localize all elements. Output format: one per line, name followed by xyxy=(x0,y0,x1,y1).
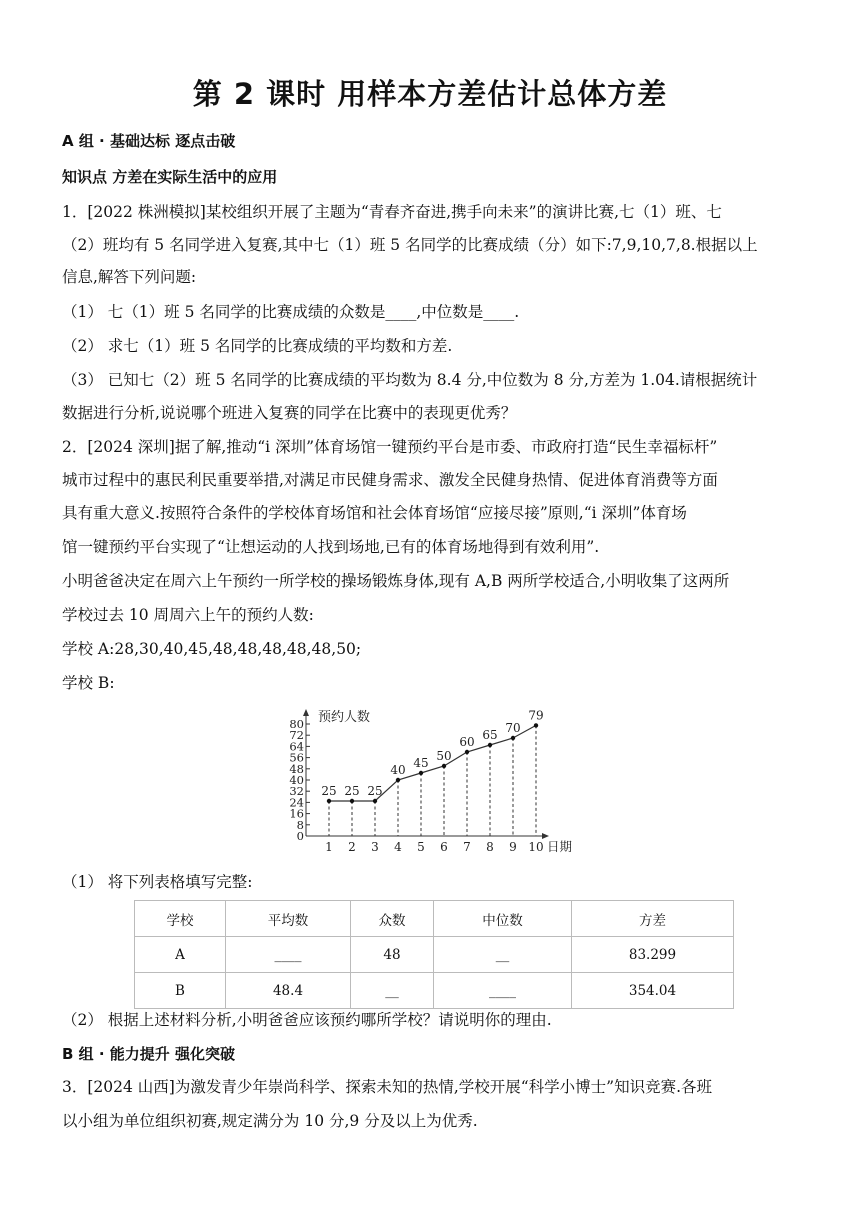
data-point xyxy=(396,778,400,782)
q1-line-1: 1．[2022 株洲模拟]某校组织开展了主题为“青春齐奋进,携手向未来”的演讲比赛,七（1）班、七 xyxy=(62,203,722,221)
data-point xyxy=(419,771,423,775)
data-label: 25 xyxy=(321,784,337,798)
q2-line-1: 2．[2024 深圳]据了解,推动“i 深圳”体育场馆一键预约平台是市委、市政府打造“民生幸福标杆” xyxy=(62,438,718,456)
page-title: 第 2 课时 用样本方差估计总体方差 xyxy=(192,77,668,111)
table-header-row xyxy=(135,901,734,937)
table-cell: ____ xyxy=(434,973,572,1009)
q1-part-2: （2） 求七（1）班 5 名同学的比赛成绩的平均数和方差. xyxy=(62,337,453,355)
q1-line-3: 信息,解答下列问题: xyxy=(62,268,197,286)
data-label: 65 xyxy=(482,728,498,742)
x-tick-label: 1 xyxy=(325,840,333,854)
data-label: 25 xyxy=(367,784,383,798)
y-tick-label: 32 xyxy=(289,784,304,799)
table-cell: __ xyxy=(434,937,572,973)
q2-line-5: 小明爸爸决定在周六上午预约一所学校的操场锻炼身体,现有 A,B 两所学校适合,小明收集了这两所 xyxy=(62,572,730,590)
table-row xyxy=(135,937,734,973)
table-cell: 48.4 xyxy=(226,973,351,1009)
x-tick-label: 8 xyxy=(486,840,494,854)
x-axis-label: 日期 xyxy=(547,839,573,854)
x-tick-label: 6 xyxy=(440,840,448,854)
y-tick-label: 72 xyxy=(289,728,304,743)
y-tick-label: 8 xyxy=(296,817,304,832)
data-point xyxy=(511,736,515,740)
y-tick-label: 24 xyxy=(289,795,304,810)
knowledge-point-heading: 知识点 方差在实际生活中的应用 xyxy=(62,168,278,186)
x-tick-label: 4 xyxy=(394,840,402,854)
q1-part-3-line-1: （3） 已知七（2）班 5 名同学的比赛成绩的平均数为 8.4 分,中位数为 8 分,方差为 1.04.请根据统计 xyxy=(62,371,758,389)
school-a-data: 学校 A:28,30,40,45,48,48,48,48,48,50; xyxy=(62,640,362,658)
q2-line-3: 具有重大意义.按照符合条件的学校体育场馆和社会体育场馆“应接尽接”原则,“i 深圳”体育场 xyxy=(62,504,687,522)
table-cell: B xyxy=(135,973,226,1009)
data-label: 60 xyxy=(459,735,475,749)
table-cell: __ xyxy=(351,973,434,1009)
data-label: 70 xyxy=(505,721,521,735)
y-tick-label: 64 xyxy=(289,739,304,754)
q1-line-2: （2）班均有 5 名同学进入复赛,其中七（1）班 5 名同学的比赛成绩（分）如下:7,9,10,7,8.根据以上 xyxy=(62,236,758,254)
q2-line-6: 学校过去 10 周周六上午的预约人数: xyxy=(62,606,314,624)
q2-part-2: （2） 根据上述材料分析,小明爸爸应该预约哪所学校？请说明你的理由. xyxy=(62,1011,552,1029)
school-b-label: 学校 B: xyxy=(62,674,115,692)
table-header-cell: 众数 xyxy=(351,901,434,937)
table-row xyxy=(135,973,734,1009)
section-a-heading: A 组 · 基础达标 逐点击破 xyxy=(62,132,236,150)
table-cell: 83.299 xyxy=(572,937,734,973)
data-label: 79 xyxy=(528,708,544,723)
y-tick-label: 48 xyxy=(289,761,304,776)
school-b-line-chart xyxy=(280,703,590,861)
data-point xyxy=(465,750,469,754)
series-line xyxy=(329,725,536,801)
y-tick-label: 80 xyxy=(289,717,304,731)
table-header-cell: 中位数 xyxy=(434,901,572,937)
data-point xyxy=(373,799,377,803)
data-point xyxy=(488,743,492,747)
q2-line-4: 馆一键预约平台实现了“让想运动的人找到场地,已有的体育场地得到有效利用”. xyxy=(62,538,600,556)
y-tick-label: 16 xyxy=(289,806,304,821)
table-header-cell: 学校 xyxy=(135,901,226,937)
x-tick-label: 7 xyxy=(463,840,471,854)
data-label: 50 xyxy=(436,749,452,763)
data-label: 45 xyxy=(413,756,429,770)
section-b-heading: B 组 · 能力提升 强化突破 xyxy=(62,1045,236,1063)
statistics-table xyxy=(134,900,734,1009)
table-cell: 48 xyxy=(351,937,434,973)
y-tick-label: 40 xyxy=(289,773,304,787)
x-tick-label: 2 xyxy=(348,840,356,854)
q1-part-1: （1） 七（1）班 5 名同学的比赛成绩的众数是____,中位数是____. xyxy=(62,303,520,321)
q1-part-3-line-2: 数据进行分析,说说哪个班进入复赛的同学在比赛中的表现更优秀？ xyxy=(62,404,517,422)
q2-part-1: （1） 将下列表格填写完整: xyxy=(62,873,253,891)
table-header-cell: 平均数 xyxy=(226,901,351,937)
y-tick-label: 56 xyxy=(289,750,304,765)
x-tick-label: 3 xyxy=(371,840,379,854)
table-cell: A xyxy=(135,937,226,973)
y-axis-label: 预约人数 xyxy=(318,710,371,725)
data-point xyxy=(442,764,446,768)
table-cell: ____ xyxy=(226,937,351,973)
q3-line-1: 3．[2024 山西]为激发青少年崇尚科学、探索未知的热情,学校开展“科学小博士”知识竞赛.各班 xyxy=(62,1078,713,1096)
x-tick-label: 9 xyxy=(509,840,517,854)
x-tick-label: 5 xyxy=(417,840,425,854)
data-point xyxy=(534,723,538,727)
y-tick-label: 0 xyxy=(296,829,304,843)
data-point xyxy=(327,799,331,803)
q3-line-2: 以小组为单位组织初赛,规定满分为 10 分,9 分及以上为优秀. xyxy=(62,1112,478,1130)
x-tick-label: 10 xyxy=(528,840,544,854)
data-label: 40 xyxy=(390,763,406,777)
table-cell: 354.04 xyxy=(572,973,734,1009)
table-header-cell: 方差 xyxy=(572,901,734,937)
q2-line-2: 城市过程中的惠民利民重要举措,对满足市民健身需求、激发全民健身热情、促进体育消费等方面 xyxy=(62,471,718,489)
y-axis-arrow xyxy=(303,709,309,716)
data-label: 25 xyxy=(344,784,360,798)
data-point xyxy=(350,799,354,803)
